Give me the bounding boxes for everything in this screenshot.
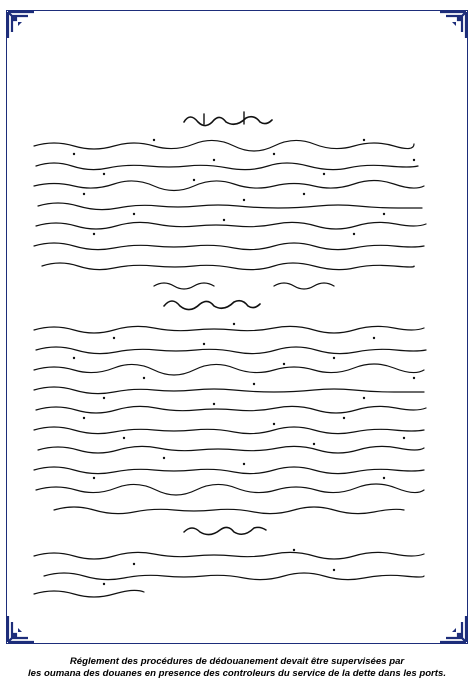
corner-ornament-icon <box>6 614 36 644</box>
caption-line-2: les oumana des douanes en presence des controleurs du service de la dette dans les ports. <box>27 668 446 679</box>
corner-ornament-icon <box>6 10 36 40</box>
handwritten-arabic-document-icon <box>14 80 448 600</box>
figure-caption <box>0 656 474 680</box>
caption-line-1: Réglement des procédures de dédouanement devait être supervisées par <box>69 656 405 667</box>
corner-ornament-icon <box>438 614 468 644</box>
corner-ornament-icon <box>438 10 468 40</box>
